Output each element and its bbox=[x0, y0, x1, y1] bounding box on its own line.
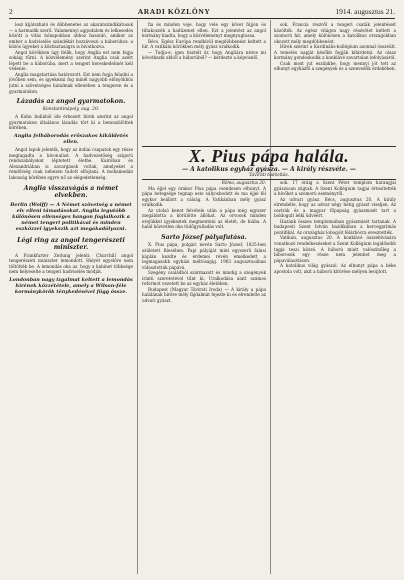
paragraph: A katolikus világ gyászol. Az elhunyt pápa a béke apostola volt, akit a háború kitörése mélyen lesújtott. bbox=[274, 263, 396, 274]
paragraph: Angol lapok jelentik, hogy az indiai csapatok egy része megtagadta a kivonulást. A hadvezetőség szigorú rendszabályokat léptetett életbe. Kairóban és Alexandriában is zavargások voltak, amelyeket a rendőrség csak nehezen tudott elfojtani. A mohamedán lakosság körében egyre nő az elégedetlenség. bbox=[9, 147, 133, 180]
section-title: Anglia visszavágás a német elvekben. bbox=[23, 184, 119, 200]
paragraph: Hírek szerint a Kardinális-kollégium azonnal összeült. A temetés napját később fogják kihirdetni. Az olasz kormány gondoskodik a konklávé zavartalan lefolyásáról. bbox=[274, 44, 396, 61]
section-title: Légi ring az angol tengerészeti miniszter. bbox=[17, 236, 125, 252]
paragraph: — Tudja-e, igen tisztelt úr, hogy Angliára nézve mi következik ebből a háborúból? — kérdezte a képviselő. bbox=[142, 49, 266, 61]
headline-band bbox=[142, 146, 396, 180]
page-number: 2 bbox=[9, 7, 13, 16]
column-rule bbox=[270, 20, 271, 574]
column-1 bbox=[9, 22, 133, 574]
paragraph: Bécs. Egész Európa rendkívül megdöbbenést keltett a hír. A vatikáni körökben mély gyász uralkodik. bbox=[142, 38, 266, 50]
paragraph: lesz kijátszható és döbbenetes az akaratszindikátusok — a harmadik szerű. Valamennyi aggodalom és lelkesedés között a vitás hónapokban ahhoz hasonló, amikor az ember a hadviselés szándékát hozzáveszi a háborúhoz: a közös ügyeket a köztisztaságra is hivatkozva. bbox=[9, 22, 133, 50]
paragraph: Az udvari gyász. Bécs, augusztus 20. A király elrendelte, hogy az udvar négy hétig gyászt viseljen. Az osztrák és a magyar főpapság gyászmisét tart a boldogult lelki üdvéért. bbox=[274, 196, 396, 219]
paragraph: sok. Francia részről a tengeri csaták jelentéseit közölték. Az egész világon nagy részvétet keltett a szomorú hír, amely különösen a katolikus országokban okozott mély megdöbbenést. bbox=[274, 22, 396, 44]
paragraph: Csak most jut eszünkbe, hogy mennyi jót tett az elhunyt egyházfő a szegények és a szenvedők érdekében. bbox=[274, 60, 396, 72]
paragraph: Hazánk összes templomaiban gyászmisét tartanak. A budapesti Szent István bazilikában a hercegprímás pontifikál. Az országház lobogóit félárbócra eresztették. bbox=[274, 218, 396, 235]
paragraph: sok. 17 óráig a Szent Péter templom harangjai gyászosan zúgtak. A Szent Kollégium tagjai értesítették a hívőket a szomorú eseményről. bbox=[274, 180, 396, 197]
bold-subheading: Berlin (Wolff) — A Német szövetség a német elv elleni támadásokat. Anglia legutóbb különösen ellenséges hangon foglalkozik a német tengeri politikával és minden eszközzel igyekszik azt megakadályozni. bbox=[10, 201, 132, 233]
paper-name: ARADI KÖZLÖNY bbox=[137, 7, 211, 16]
column-2-top bbox=[142, 22, 266, 144]
paragraph: Budapest (Magyar Távirati Iroda) — A király a pápa halálának hírére mély fájdalmát fejezte ki és elrendelte az udvari gyászt. bbox=[142, 286, 266, 303]
paragraph: Anglia magatartása határozott. Ezt nem fogja feladni a jövőben sem, és igyekezni fog minél nagyobb előnyökhöz jutni a szövetséges hatalmak ellenében a tengeren és a gyarmatokon. bbox=[9, 71, 133, 94]
section-title: Sarto József pályafutása. bbox=[161, 233, 247, 241]
paragraph: A Frankfurter Zeitung jelenti: Churchill angol tengerészeti miniszter lemondott. Helyét egyelőre nem töltötték be. A lemondás oka az, hogy a kabinet többsége nem helyeselte a tengeri hadviselés módját. bbox=[9, 252, 133, 275]
section-title: Lázadás az angol gyarmatokon. bbox=[16, 98, 126, 106]
dateline: Konstantinápoly, aug. 20. bbox=[42, 106, 100, 112]
dateline: Róma, augusztus 20. bbox=[221, 180, 266, 185]
paragraph: Angol körökben úgy ítélik, hogy Anglia ezt nem fogja sokáig tűrni. A közvélemény szerint Anglia csak azért lépett be a háborúba, mert a tengeri kereskedelmét kell védenie. bbox=[9, 49, 133, 72]
column-rule bbox=[137, 20, 138, 574]
paragraph: Szegény családból származott és mindig a szegények iránti szeretetével tűnt ki. Uralkodása alatt számos reformot vezetett be az egyház életében. bbox=[142, 270, 266, 287]
bold-subheading: Londonban nagy izgalmat keltett a lemondás hírének közzététele, amely a Wilson-féle kormánykörök ténykedésével függ össze. bbox=[9, 276, 133, 296]
article-subheadline: — A katolikus egyház gyásza. — A király részvéte. — bbox=[182, 166, 356, 173]
article-headline: X. Pius pápa halála. bbox=[188, 146, 350, 166]
column-3-top bbox=[274, 22, 396, 144]
paragraph: fia és minden veje, hogy vele egy követ fújjon és tiltakozzék a hadüzenet ellen. Ezt a jelentést az angol kormány kiadta, hogy a közvéleményt megnyugtassa. bbox=[142, 22, 266, 39]
column-3 bbox=[274, 180, 396, 574]
column-2 bbox=[142, 180, 266, 574]
paragraph: Vatikán, augusztus 20. A konklávé összehívására vonatkozó rendelkezéseket a Szent Kollégium legidősebb tagja teszi közzé. A háború miatt valószínűleg a bíborosok egy része nem jelenhet meg a pápaválasztáson. bbox=[274, 235, 396, 263]
paragraph: Ma éjjel egy órakor Pius pápa csendesen elhunyt. A pápa betegsége tegnap este súlyosbodott és ma éjjel fél egykor beállott a válság. A Vatikánban mély gyász uralkodik. bbox=[142, 185, 266, 208]
paragraph: A Kuhn Indiából ide érkezett hírek szerint az angol gyarmatokon általános lázadás tört ki a bennszülöttek körében. bbox=[9, 114, 133, 131]
article-source: Távirati tudósítás. bbox=[248, 173, 290, 178]
paragraph: X. Pius pápa, polgári nevén Sarto József, 1835-ben született Riesében. Papi pályáját mint egyszerű falusi káplán kezdte és érdemei révén emelkedett a legmagasabb egyházi méltóságig. 1903 augusztusában választották pápává. bbox=[142, 242, 266, 270]
bold-subheading: Anglia felháborodás erőszakos kiküldetés ellen. bbox=[13, 132, 129, 146]
masthead bbox=[9, 5, 395, 19]
paragraph: Az utolsó kenet felvétele után a pápa még egyszer megáldotta a körülötte állókat. Az orvosok minden erejükkel igyekeztek megmenteni az életét, de hiába. A halál közvetlen oka tüdőgyulladás volt. bbox=[142, 207, 266, 230]
issue-date: 1914. augusztus 21. bbox=[335, 7, 395, 16]
